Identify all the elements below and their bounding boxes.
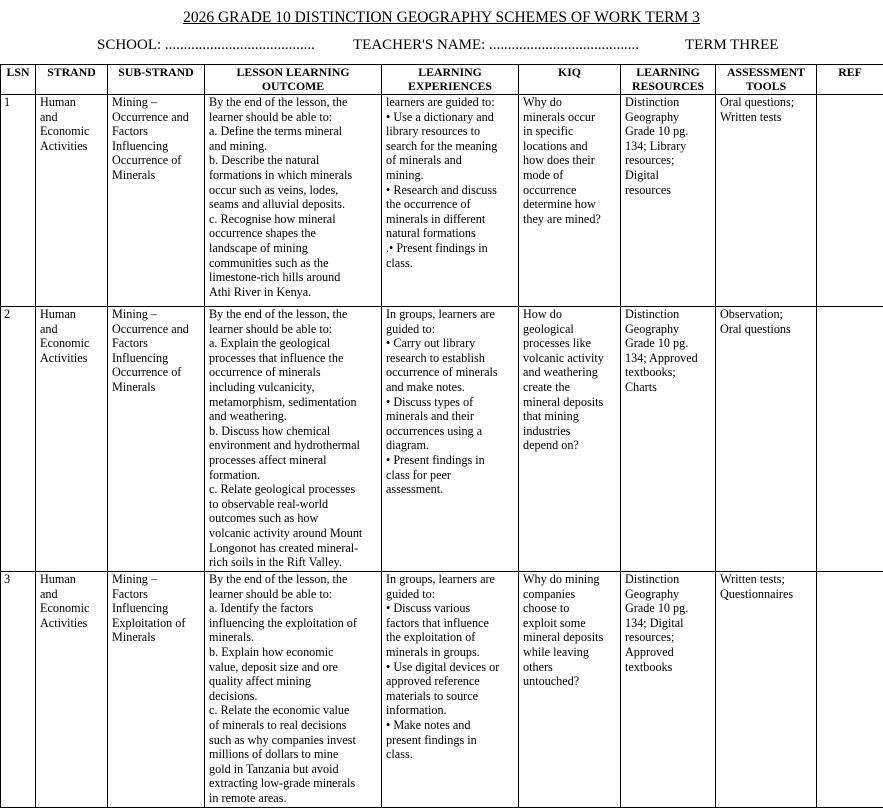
lsn-cell: 2 (1, 307, 36, 572)
cell-line: a. Explain the geological (209, 336, 377, 351)
cell-line: natural formations (386, 226, 514, 241)
cell-line: b. Explain how economic (209, 645, 377, 660)
cell-line: in specific (523, 124, 616, 139)
cell-line: Distinction (625, 307, 711, 322)
cell-line: • Carry out library (386, 336, 514, 351)
strand-cell (36, 572, 108, 808)
cell-line: and weathering (523, 365, 616, 380)
cell-line: Approved (625, 645, 711, 660)
outcome-cell (205, 572, 382, 808)
cell-line: Factors (112, 587, 200, 602)
cell-line: such as why companies invest (209, 733, 377, 748)
cell-line: Questionnaires (720, 587, 812, 602)
cell-line: 134; Approved (625, 351, 711, 366)
resources-cell (621, 95, 716, 307)
cell-line: Geography (625, 110, 711, 125)
cell-line: locations and (523, 139, 616, 154)
cell-line: exploit some (523, 616, 616, 631)
table-row (1, 307, 883, 572)
header-row (1, 65, 883, 95)
cell-line: minerals in groups. (386, 645, 514, 660)
cell-line: minerals occur (523, 110, 616, 125)
cell-line: • Present findings in (386, 453, 514, 468)
cell-line: • Research and discuss (386, 183, 514, 198)
cell-line: Minerals (112, 380, 200, 395)
cell-line: factors that influence (386, 616, 514, 631)
cell-line: learner should be able to: (209, 587, 377, 602)
header-assessment: ASSESSMENT TOOLS (716, 65, 817, 95)
cell-line: occurrence shapes the (209, 226, 377, 241)
experiences-cell (382, 307, 519, 572)
cell-line: Athi River in Kenya. (209, 285, 377, 300)
cell-line: assessment. (386, 482, 514, 497)
experiences-cell (382, 572, 519, 808)
strand-cell (36, 95, 108, 307)
cell-line: occurrences using a (386, 424, 514, 439)
cell-line: in remote areas. (209, 791, 377, 806)
cell-line: others (523, 660, 616, 675)
assessment-cell (716, 307, 817, 572)
header-experiences: LEARNING EXPERIENCES (382, 65, 519, 95)
cell-line: c. Relate the economic value (209, 703, 377, 718)
cell-line: companies (523, 587, 616, 602)
cell-line: minerals in different (386, 212, 514, 227)
cell-line: Digital (625, 168, 711, 183)
cell-line: processes that influence the (209, 351, 377, 366)
cell-line: present findings in (386, 733, 514, 748)
cell-line: formation. (209, 468, 377, 483)
cell-line: information. (386, 703, 514, 718)
cell-line: the occurrence of (386, 197, 514, 212)
cell-line: Human (40, 307, 103, 322)
cell-line: b. Discuss how chemical (209, 424, 377, 439)
cell-line: resources; (625, 153, 711, 168)
kiq-cell (519, 95, 621, 307)
cell-line: processes like (523, 336, 616, 351)
cell-line: and (40, 322, 103, 337)
header-lsn: LSN (1, 65, 36, 95)
cell-line: Occurrence of (112, 153, 200, 168)
cell-line: Influencing (112, 601, 200, 616)
header-strand: STRAND (36, 65, 108, 95)
cell-line: guided to: (386, 587, 514, 602)
cell-line: • Make notes and (386, 718, 514, 733)
cell-line: depend on? (523, 438, 616, 453)
cell-line: materials to source (386, 689, 514, 704)
cell-line: Activities (40, 351, 103, 366)
cell-line: learner should be able to: (209, 110, 377, 125)
cell-line: b. Describe the natural (209, 153, 377, 168)
outcome-cell (205, 307, 382, 572)
cell-line: Activities (40, 139, 103, 154)
lsn-cell: 3 (1, 572, 36, 808)
cell-line: Why do mining (523, 572, 616, 587)
cell-line: approved reference (386, 674, 514, 689)
cell-line: • Discuss various (386, 601, 514, 616)
cell-line: • Use a dictionary and (386, 110, 514, 125)
header-outcome: LESSON LEARNING OUTCOME (205, 65, 382, 95)
cell-line: search for the meaning (386, 139, 514, 154)
cell-line: 134; Library (625, 139, 711, 154)
cell-line: Factors (112, 124, 200, 139)
cell-line: learner should be able to: (209, 322, 377, 337)
cell-line: Economic (40, 124, 103, 139)
cell-line: Mining – (112, 307, 200, 322)
cell-line: and make notes. (386, 380, 514, 395)
cell-line: seams and alluvial deposits. (209, 197, 377, 212)
cell-line: research to establish (386, 351, 514, 366)
header-resources: LEARNING RESOURCES (621, 65, 716, 95)
cell-line: volcanic activity (523, 351, 616, 366)
cell-line: Oral questions (720, 322, 812, 337)
cell-line: Written tests; (720, 572, 812, 587)
cell-line: volcanic activity around Mount (209, 526, 377, 541)
cell-line: In groups, learners are (386, 572, 514, 587)
header-ref: REF (817, 65, 883, 95)
cell-line: determine how (523, 197, 616, 212)
header-kiq: KIQ (519, 65, 621, 95)
cell-line: formations in which minerals (209, 168, 377, 183)
cell-line: create the (523, 380, 616, 395)
cell-line: and weathering. (209, 409, 377, 424)
cell-line: rich soils in the Rift Valley. (209, 555, 377, 570)
term-label: TERM THREE (685, 37, 778, 54)
cell-line: a. Define the terms mineral (209, 124, 377, 139)
cell-line: untouched? (523, 674, 616, 689)
resources-cell (621, 572, 716, 808)
cell-line: and mining. (209, 139, 377, 154)
cell-line: outcomes such as how (209, 511, 377, 526)
cell-line: to observable real-world (209, 497, 377, 512)
cell-line: decisions. (209, 689, 377, 704)
cell-line: learners are guided to: (386, 95, 514, 110)
cell-line: and (40, 587, 103, 602)
cell-line: of minerals to real decisions (209, 718, 377, 733)
cell-line: diagram. (386, 438, 514, 453)
cell-line: textbooks; (625, 365, 711, 380)
cell-line: Grade 10 pg. (625, 601, 711, 616)
cell-line: How do (523, 307, 616, 322)
cell-line: how does their (523, 153, 616, 168)
sub-strand-cell (108, 95, 205, 307)
cell-line: while leaving (523, 645, 616, 660)
cell-line: occur such as veins, lodes, (209, 183, 377, 198)
cell-line: Why do (523, 95, 616, 110)
teacher-name-field: TEACHER'S NAME: ........................................ (353, 37, 639, 54)
cell-line: industries (523, 424, 616, 439)
cell-line: Oral questions; (720, 95, 812, 110)
cell-line: class. (386, 747, 514, 762)
page-title: 2026 GRADE 10 DISTINCTION GEOGRAPHY SCHEMES OF WORK TERM 3 (0, 9, 883, 27)
cell-line: Geography (625, 587, 711, 602)
cell-line: a. Identify the factors (209, 601, 377, 616)
cell-line: Economic (40, 336, 103, 351)
cell-line: landscape of mining (209, 241, 377, 256)
cell-line: Grade 10 pg. (625, 124, 711, 139)
assessment-cell (716, 95, 817, 307)
cell-line: occurrence of minerals (386, 365, 514, 380)
cell-line: 134; Digital (625, 616, 711, 631)
cell-line: processes affect mineral (209, 453, 377, 468)
cell-line: mode of (523, 168, 616, 183)
cell-line: By the end of the lesson, the (209, 95, 377, 110)
cell-line: occurrence (523, 183, 616, 198)
cell-line: resources; (625, 630, 711, 645)
cell-line: Distinction (625, 572, 711, 587)
cell-line: Geography (625, 322, 711, 337)
lsn-cell: 1 (1, 95, 36, 307)
schemes-table (0, 64, 883, 808)
cell-line: Grade 10 pg. (625, 336, 711, 351)
cell-line: influencing the exploitation of (209, 616, 377, 631)
cell-line: In groups, learners are (386, 307, 514, 322)
cell-line: metamorphism, sedimentation (209, 395, 377, 410)
cell-line: Minerals (112, 630, 200, 645)
cell-line: extracting low-grade minerals (209, 776, 377, 791)
cell-line: choose to (523, 601, 616, 616)
cell-line: including vulcanicity, (209, 380, 377, 395)
cell-line: mineral deposits (523, 630, 616, 645)
cell-line: • Discuss types of (386, 395, 514, 410)
cell-line: Distinction (625, 95, 711, 110)
header-sub-strand: SUB-STRAND (108, 65, 205, 95)
cell-line: Exploitation of (112, 616, 200, 631)
cell-line: Minerals (112, 168, 200, 183)
cell-line: Human (40, 572, 103, 587)
cell-line: Longonot has created mineral- (209, 541, 377, 556)
cell-line: By the end of the lesson, the (209, 572, 377, 587)
cell-line: Occurrence and (112, 110, 200, 125)
cell-line: environment and hydrothermal (209, 438, 377, 453)
strand-cell (36, 307, 108, 572)
cell-line: Written tests (720, 110, 812, 125)
cell-line: guided to: (386, 322, 514, 337)
cell-line: gold in Tanzania but avoid (209, 762, 377, 777)
cell-line: resources (625, 183, 711, 198)
table-row (1, 572, 883, 808)
cell-line: occurrence of minerals (209, 365, 377, 380)
cell-line: Influencing (112, 139, 200, 154)
cell-line: communities such as the (209, 256, 377, 271)
cell-line: of minerals and (386, 153, 514, 168)
resources-cell (621, 307, 716, 572)
cell-line: Charts (625, 380, 711, 395)
cell-line: Factors (112, 336, 200, 351)
assessment-cell (716, 572, 817, 808)
ref-cell (817, 95, 883, 307)
cell-line: minerals. (209, 630, 377, 645)
cell-line: Human (40, 95, 103, 110)
cell-line: class for peer (386, 468, 514, 483)
cell-line: Occurrence of (112, 365, 200, 380)
cell-line: • Use digital devices or (386, 660, 514, 675)
cell-line: minerals and their (386, 409, 514, 424)
cell-line: mineral deposits (523, 395, 616, 410)
cell-line: c. Recognise how mineral (209, 212, 377, 227)
cell-line: class. (386, 256, 514, 271)
cell-line: library resources to (386, 124, 514, 139)
cell-line: they are mined? (523, 212, 616, 227)
cell-line: the exploitation of (386, 630, 514, 645)
kiq-cell (519, 572, 621, 808)
cell-line: Mining – (112, 95, 200, 110)
cell-line: Economic (40, 601, 103, 616)
experiences-cell (382, 95, 519, 307)
cell-line: textbooks (625, 660, 711, 675)
sub-strand-cell (108, 307, 205, 572)
cell-line: value, deposit size and ore (209, 660, 377, 675)
cell-line: Mining – (112, 572, 200, 587)
cell-line: c. Relate geological processes (209, 482, 377, 497)
cell-line: mining. (386, 168, 514, 183)
cell-line: .• Present findings in (386, 241, 514, 256)
cell-line: geological (523, 322, 616, 337)
table-row (1, 95, 883, 307)
cell-line: By the end of the lesson, the (209, 307, 377, 322)
cell-line: that mining (523, 409, 616, 424)
kiq-cell (519, 307, 621, 572)
cell-line: Observation; (720, 307, 812, 322)
ref-cell (817, 572, 883, 808)
ref-cell (817, 307, 883, 572)
cell-line: Influencing (112, 351, 200, 366)
cell-line: and (40, 110, 103, 125)
outcome-cell (205, 95, 382, 307)
school-field: SCHOOL: ........................................ (97, 37, 315, 54)
cell-line: Occurrence and (112, 322, 200, 337)
cell-line: Activities (40, 616, 103, 631)
cell-line: millions of dollars to mine (209, 747, 377, 762)
cell-line: limestone-rich hills around (209, 270, 377, 285)
cell-line: quality affect mining (209, 674, 377, 689)
sub-strand-cell (108, 572, 205, 808)
